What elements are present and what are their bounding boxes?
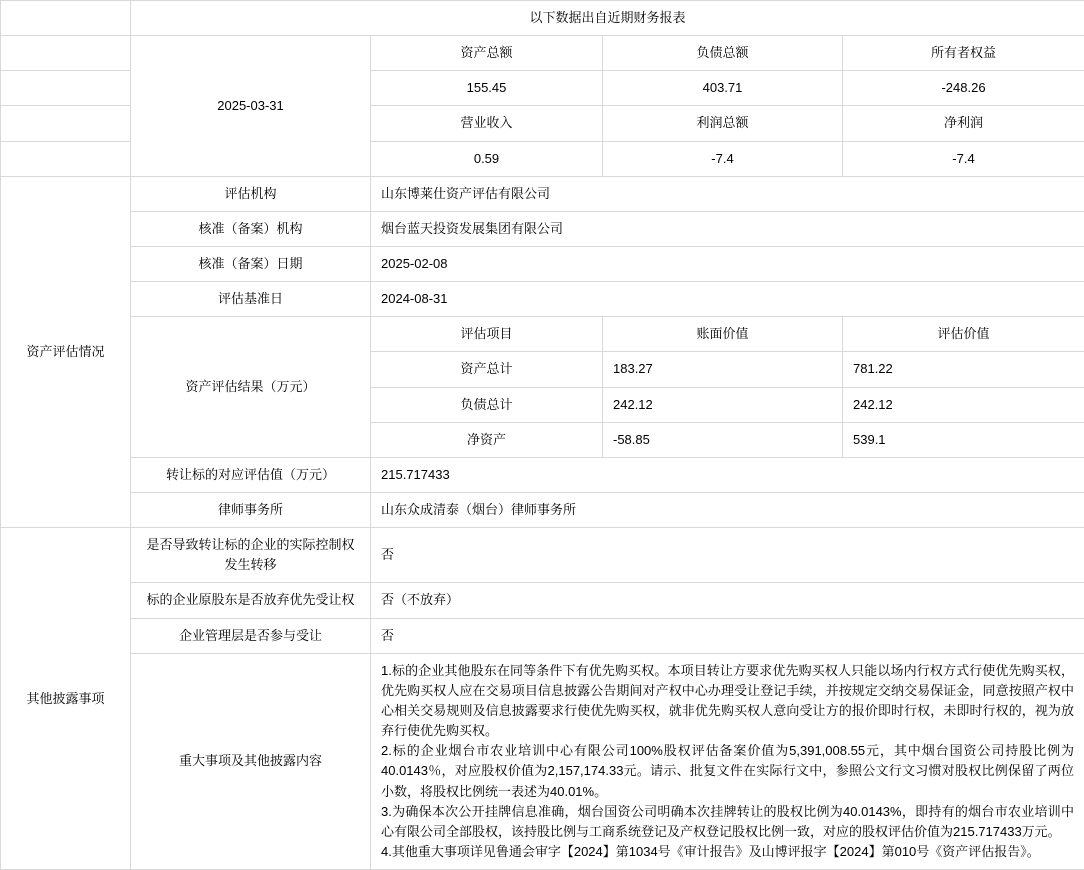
financial-value-total-profit: -7.4: [603, 141, 843, 176]
financial-value-revenue: 0.59: [371, 141, 603, 176]
appraisal-row-agency: [1, 176, 1084, 211]
disclosure-value-preemptive-waiver: 否（不放弃）: [371, 583, 1084, 618]
financial-header-total-assets: 资产总额: [371, 36, 603, 71]
financial-header-total-liabilities: 负债总额: [603, 36, 843, 71]
appraisal-row-transfer-value: [1, 457, 1084, 492]
appraisal-label-transfer-value: 转让标的对应评估值（万元）: [131, 457, 371, 492]
appraisal-result-book-total-liabilities: 242.12: [603, 387, 843, 422]
appraisal-value-transfer-value: 215.717433: [371, 457, 1084, 492]
appraisal-value-approval-date: 2025-02-08: [371, 246, 1084, 281]
appraisal-result-appraised-net-assets: 539.1: [843, 422, 1084, 457]
appraisal-label-approval-org: 核准（备案）机构: [131, 211, 371, 246]
banner-title: 以下数据出自近期财务报表: [131, 1, 1084, 36]
financial-value-total-assets: 155.45: [371, 71, 603, 106]
financial-value-net-profit: -7.4: [843, 141, 1084, 176]
appraisal-row-base-date: [1, 282, 1084, 317]
appraisal-result-appraised-total-liabilities: 242.12: [843, 387, 1084, 422]
appraisal-result-header-row: [1, 317, 1084, 352]
disclosure-label-major-matters: 重大事项及其他披露内容: [131, 653, 371, 869]
major-paragraph-2: 2.标的企业烟台市农业培训中心有限公司100%股权评估备案价值为5,391,008.55元，其中烟台国资公司持股比例为40.0143％，对应股权价值为2,157,174.33元。请示、批复文件在实际行文中，参照公文行文习惯对股权比例保留了两位小数，将股权比例统一表述为40.01%。: [381, 741, 1074, 801]
banner-row: [1, 1, 1084, 36]
appraisal-result-header-appraised: 评估价值: [843, 317, 1084, 352]
disclosure-label-preemptive-waiver: 标的企业原股东是否放弃优先受让权: [131, 583, 371, 618]
appraisal-result-item-net-assets: 净资产: [371, 422, 603, 457]
financial-spacer: [1, 106, 131, 141]
appraisal-label-base-date: 评估基准日: [131, 282, 371, 317]
appraisal-label-agency: 评估机构: [131, 176, 371, 211]
appraisal-result-header-item: 评估项目: [371, 317, 603, 352]
appraisal-value-law-firm: 山东众成清泰（烟台）律师事务所: [371, 492, 1084, 527]
financial-header-total-profit: 利润总额: [603, 106, 843, 141]
financial-header-revenue: 营业收入: [371, 106, 603, 141]
appraisal-result-book-net-assets: -58.85: [603, 422, 843, 457]
appraisal-label-result: 资产评估结果（万元）: [131, 317, 371, 458]
appraisal-row-approval-org: [1, 211, 1084, 246]
financial-header-row-1: [1, 36, 1084, 71]
appraisal-result-header-book: 账面价值: [603, 317, 843, 352]
disclosure-major-matters-content: [371, 653, 1084, 869]
major-paragraph-4: 4.其他重大事项详见鲁通会审字【2024】第1034号《审计报告》及山博评报字【2024】第010号《资产评估报告》。: [381, 842, 1074, 862]
appraisal-label-approval-date: 核准（备案）日期: [131, 246, 371, 281]
financial-date: 2025-03-31: [131, 36, 371, 177]
appraisal-value-approval-org: 烟台蓝天投资发展集团有限公司: [371, 211, 1084, 246]
major-paragraph-1: 1.标的企业其他股东在同等条件下有优先购买权。本项目转让方要求优先购买权人只能以场内行权方式行使优先购买权，优先购买权人应在交易项目信息披露公告期间对产权中心办理受让登记手续，并按规定交纳交易保证金，同意按照产权中心相关交易规则及信息披露要求行使优先购买权，就非优先购买权人意向受让方的报价即时行权，未即时行权的，视为放弃行使优先购买权。: [381, 661, 1074, 742]
disclosure-label-control-transfer: 是否导致转让标的企业的实际控制权发生转移: [131, 528, 371, 583]
major-paragraph-3: 3.为确保本次公开挂牌信息准确，烟台国资公司明确本次挂牌转让的股权比例为40.0143%，即持有的烟台市农业培训中心有限公司全部股权，该持股比例与工商系统登记及产权登记股权比例一致，对应的股权评估价值为215.717433万元。: [381, 802, 1074, 842]
section-label-disclosure: 其他披露事项: [1, 528, 131, 870]
appraisal-result-appraised-total-assets: 781.22: [843, 352, 1084, 387]
appraisal-result-book-total-assets: 183.27: [603, 352, 843, 387]
financial-value-total-liabilities: 403.71: [603, 71, 843, 106]
appraisal-label-law-firm: 律师事务所: [131, 492, 371, 527]
financial-spacer: [1, 71, 131, 106]
section-label-appraisal: 资产评估情况: [1, 176, 131, 527]
appraisal-value-agency: 山东博莱仕资产评估有限公司: [371, 176, 1084, 211]
disclosure-value-management-participation: 否: [371, 618, 1084, 653]
banner-spacer: [1, 1, 131, 36]
disclosure-row-management-participation: [1, 618, 1084, 653]
appraisal-result-item-total-assets: 资产总计: [371, 352, 603, 387]
disclosure-label-management-participation: 企业管理层是否参与受让: [131, 618, 371, 653]
disclosure-row-preemptive-waiver: [1, 583, 1084, 618]
financial-header-owners-equity: 所有者权益: [843, 36, 1084, 71]
disclosure-row-major-matters: [1, 653, 1084, 869]
financial-spacer: [1, 141, 131, 176]
disclosure-row-control-transfer: [1, 528, 1084, 583]
appraisal-result-item-total-liabilities: 负债总计: [371, 387, 603, 422]
appraisal-value-base-date: 2024-08-31: [371, 282, 1084, 317]
financial-spacer: [1, 36, 131, 71]
financial-header-net-profit: 净利润: [843, 106, 1084, 141]
financial-value-owners-equity: -248.26: [843, 71, 1084, 106]
disclosure-value-control-transfer: 否: [371, 528, 1084, 583]
appraisal-row-law-firm: [1, 492, 1084, 527]
appraisal-row-approval-date: [1, 246, 1084, 281]
